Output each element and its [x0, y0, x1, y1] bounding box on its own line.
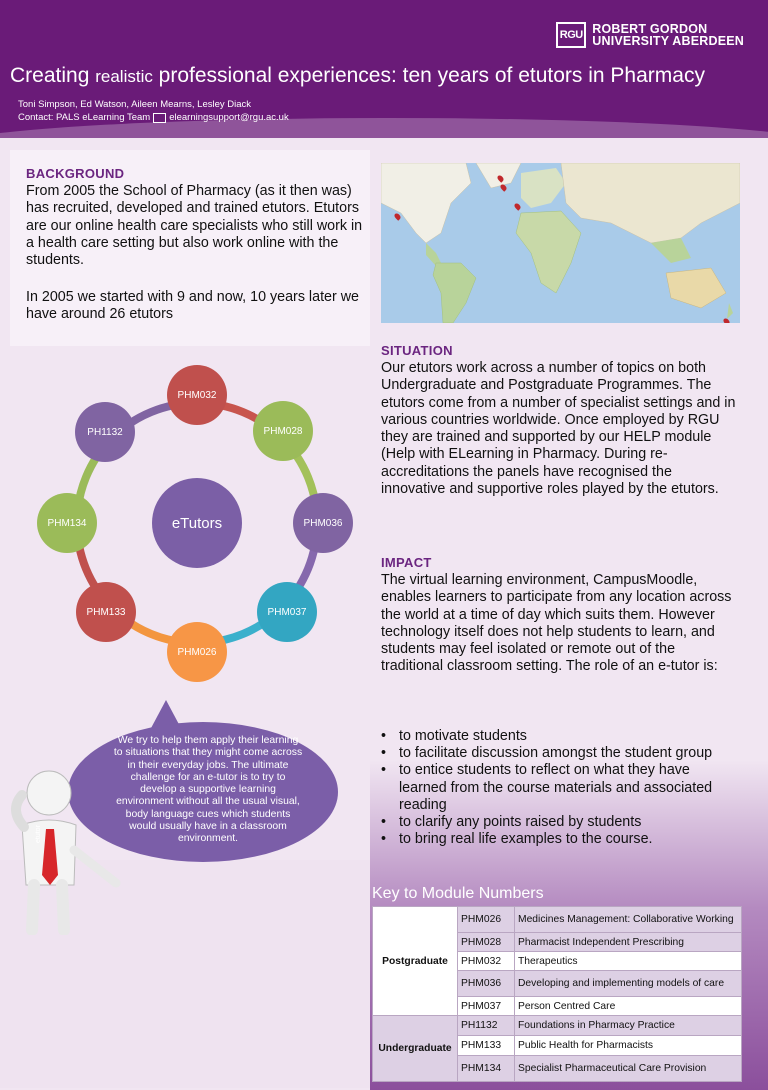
logo-wordmark	[592, 23, 744, 47]
module-code: PHM036	[458, 971, 515, 997]
module-name: Public Health for Pharmacists	[515, 1036, 742, 1056]
module-code: PHM037	[458, 997, 515, 1016]
node-phm032: PHM032	[167, 365, 227, 425]
impact-text: The virtual learning environment, CampusMoodle, enables learners to participate from any location across the world at a time of day which suits them. However technology itself does not help students to learn, and students may feel isolated or remote out of the traditional classroom setting. The role of an e-tutor is:	[381, 572, 732, 675]
world-map-svg	[381, 163, 740, 323]
contact-prefix: Contact: PALS eLearning Team	[18, 112, 151, 123]
module-name: Developing and implementing models of care	[515, 971, 742, 997]
contact-line	[18, 112, 289, 123]
node-phm026: PHM026	[167, 622, 227, 682]
module-name: Medicines Management: Collaborative Working	[515, 907, 742, 933]
node-phm036: PHM036	[293, 493, 353, 553]
tie-label: etutor	[35, 825, 42, 843]
etutors-center: eTutors	[152, 478, 242, 568]
node-phm028: PHM028	[253, 401, 313, 461]
module-code: PH1132	[458, 1016, 515, 1036]
map-new-zealand	[727, 303, 733, 319]
module-name: Therapeutics	[515, 952, 742, 971]
logo-mark: RGU	[556, 22, 586, 48]
impact-bullet: • to motivate students	[381, 728, 733, 745]
logo-line1: ROBERT GORDON	[592, 22, 708, 36]
map-south-america	[433, 263, 476, 323]
node-ph1132: PH1132	[75, 402, 135, 462]
module-name: Pharmacist Independent Prescribing	[515, 933, 742, 952]
map-africa	[516, 211, 581, 293]
module-name: Foundations in Pharmacy Practice	[515, 1016, 742, 1036]
node-phm134: PHM134	[37, 493, 97, 553]
situation-text: Our etutors work across a number of topics on both Undergraduate and Postgraduate Programmes. The etutors come from a number of specialist settings and in various countries worldwide. Once employed by RGU they are trained and supported by our HELP module (Help with ELearning in Pharmacy. During re-accreditations the panels have recognised the innovative and supportive roles played by the etutors.	[381, 360, 736, 498]
speech-bubble-text: We try to help them apply their learning to situations that they might come across in their everyday jobs. The ultimate challenge for an e-tutor is to try to develop a supportive learning environment without all the usual visual, body language cues which students would usually have in a classroom environment.	[113, 735, 303, 845]
mail-icon	[153, 113, 166, 123]
logo-line2: UNIVERSITY ABERDEEN	[592, 34, 744, 48]
key-title: Key to Module Numbers	[372, 885, 544, 902]
module-code: PHM028	[458, 933, 515, 952]
impact-bullet: • to bring real life examples to the course.	[381, 831, 733, 848]
impact-bullet: • to facilitate discussion amongst the student group	[381, 745, 733, 762]
poster-header	[0, 0, 768, 138]
contact-email[interactable]: elearningsupport@rgu.ac.uk	[169, 112, 289, 123]
module-code: PHM032	[458, 952, 515, 971]
module-name: Specialist Pharmaceutical Care Provision	[515, 1056, 742, 1082]
etutor-cycle-diagram	[35, 360, 360, 660]
authors: Toni Simpson, Ed Watson, Aileen Mearns, Lesley Diack	[18, 99, 252, 110]
undergraduate-label: Undergraduate	[373, 1016, 458, 1082]
rgu-logo	[556, 22, 744, 48]
world-map	[381, 163, 740, 323]
postgraduate-label: Postgraduate	[373, 907, 458, 1016]
background-para2: In 2005 we started with 9 and now, 10 years later we have around 26 etutors	[26, 289, 359, 323]
background-para1: From 2005 the School of Pharmacy (as it then was) has recruited, developed and trained etutors. Etutors are our online health care specialists who still work in a health care setting but also work online with the students.	[26, 183, 363, 269]
table-row	[373, 1016, 742, 1036]
module-code: PHM134	[458, 1056, 515, 1082]
map-europe	[521, 168, 566, 208]
impact-bullet: • to clarify any points raised by students	[381, 814, 733, 831]
situation-heading: SITUATION	[381, 343, 453, 358]
module-code: PHM026	[458, 907, 515, 933]
title-part3: professional experiences: ten years of etutors in Pharmacy	[152, 64, 705, 87]
poster-title	[10, 64, 705, 88]
map-australia	[666, 268, 726, 308]
title-part1: Creating	[10, 64, 96, 87]
impact-bullet-list	[381, 728, 733, 848]
node-phm037: PHM037	[257, 582, 317, 642]
impact-bullet: • to entice students to reflect on what they have learned from the course materials and associated reading	[381, 762, 733, 814]
map-central-america	[426, 243, 441, 266]
etutor-figure-svg	[4, 765, 124, 935]
etutor-figure	[4, 765, 124, 935]
map-north-america	[381, 163, 471, 243]
module-key-table	[372, 906, 742, 1082]
background-heading: BACKGROUND	[26, 166, 125, 181]
module-name: Person Centred Care	[515, 997, 742, 1016]
title-part2: realistic	[95, 67, 153, 86]
table-row	[373, 907, 742, 933]
impact-heading: IMPACT	[381, 555, 432, 570]
map-asia	[561, 163, 740, 243]
module-code: PHM133	[458, 1036, 515, 1056]
node-phm133: PHM133	[76, 582, 136, 642]
